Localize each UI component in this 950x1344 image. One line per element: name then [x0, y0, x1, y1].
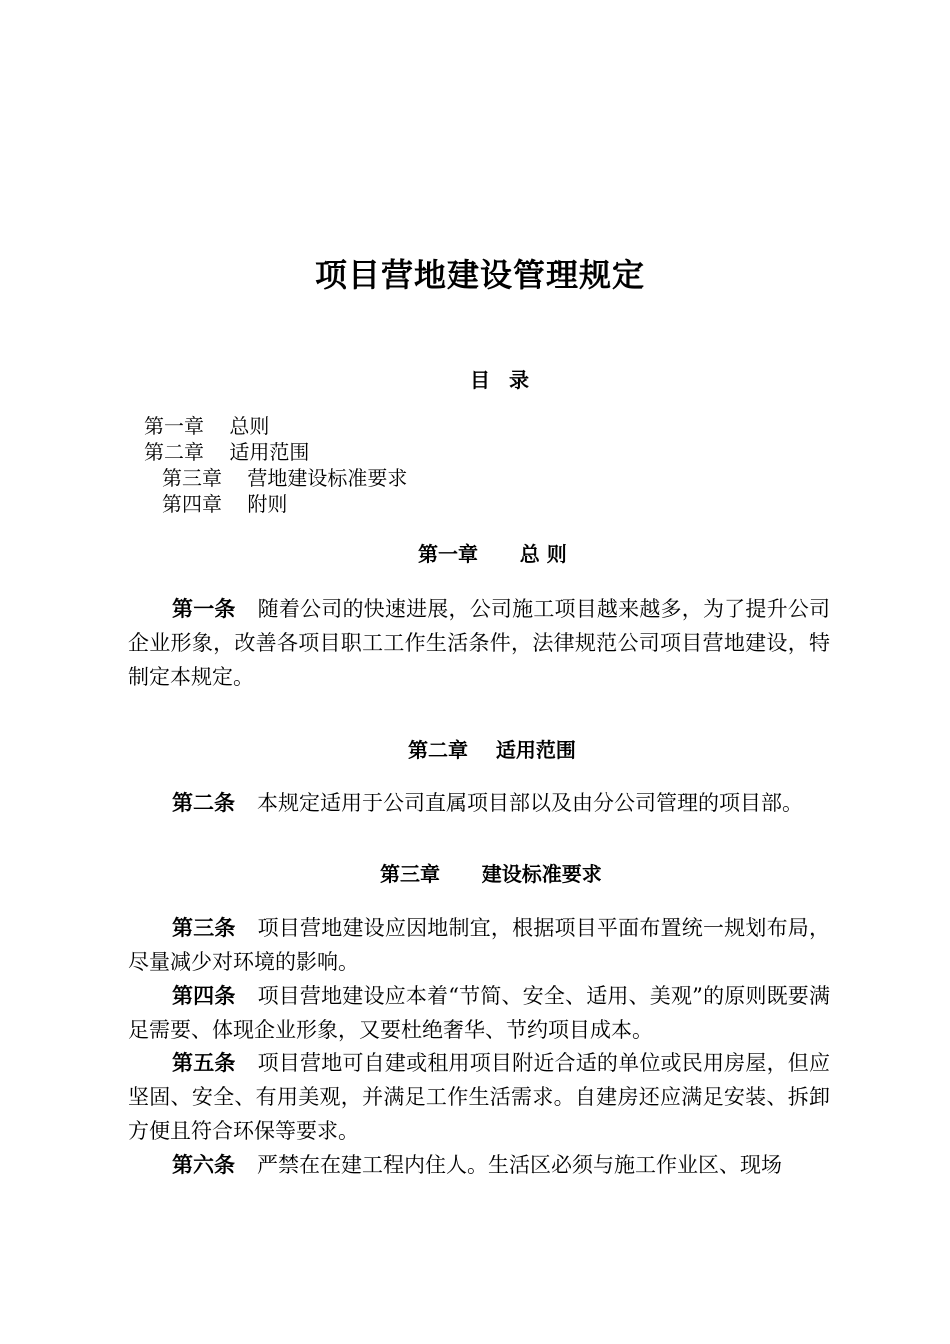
document-title: 项目营地建设管理规定 [314, 256, 645, 294]
toc-item-chapter-1: 第一章 总则 [144, 414, 270, 438]
article-2 [128, 786, 830, 820]
chapter-3-heading: 第三章 建设标准要求 [380, 862, 602, 886]
article-3 [128, 911, 830, 979]
toc-item-chapter-2: 第二章 适用范围 [144, 440, 310, 464]
article-6-label: 第六条 [172, 1153, 235, 1177]
article-1-text: 随着公司的快速进展，公司施工项目越来越多，为了提升公司企业形象，改善各项目职工工作生活条件，法律规范公司项目营地建设，特制定本规定。 [128, 597, 831, 689]
article-5-text: 项目营地可自建或租用项目附近合适的单位或民用房屋，但应坚固、安全、有用美观，并满足工作生活需求。自建房还应满足安装、拆卸方便且符合环保等要求。 [128, 1051, 831, 1143]
article-2-text: 本规定适用于公司直属项目部以及由分公司管理的项目部。 [257, 791, 803, 815]
toc-heading: 目 录 [470, 368, 529, 392]
chapter-2-heading: 第二章 适用范围 [408, 738, 576, 762]
chapter-1-heading: 第一章 总 则 [418, 542, 567, 566]
article-4-label: 第四条 [172, 984, 236, 1008]
article-5-label: 第五条 [172, 1051, 236, 1075]
toc-item-chapter-4: 第四章 附则 [162, 492, 288, 516]
toc-item-chapter-3: 第三章 营地建设标准要求 [162, 466, 408, 490]
article-6 [128, 1148, 830, 1182]
article-3-text: 项目营地建设应因地制宜，根据项目平面布置统一规划布局，尽量减少对环境的影响。 [128, 916, 831, 974]
article-3-label: 第三条 [172, 916, 236, 940]
article-1 [128, 592, 830, 694]
article-4 [128, 979, 830, 1047]
article-6-text: 严禁在在建工程内住人。生活区必须与施工作业区、现场 [257, 1153, 782, 1177]
article-4-text: 项目营地建设应本着“节简、安全、适用、美观”的原则既要满足需要、体现企业形象，又要杜绝奢华、节约项目成本。 [128, 984, 830, 1042]
article-1-label: 第一条 [172, 597, 236, 621]
article-5 [128, 1046, 830, 1148]
article-2-label: 第二条 [172, 791, 235, 815]
